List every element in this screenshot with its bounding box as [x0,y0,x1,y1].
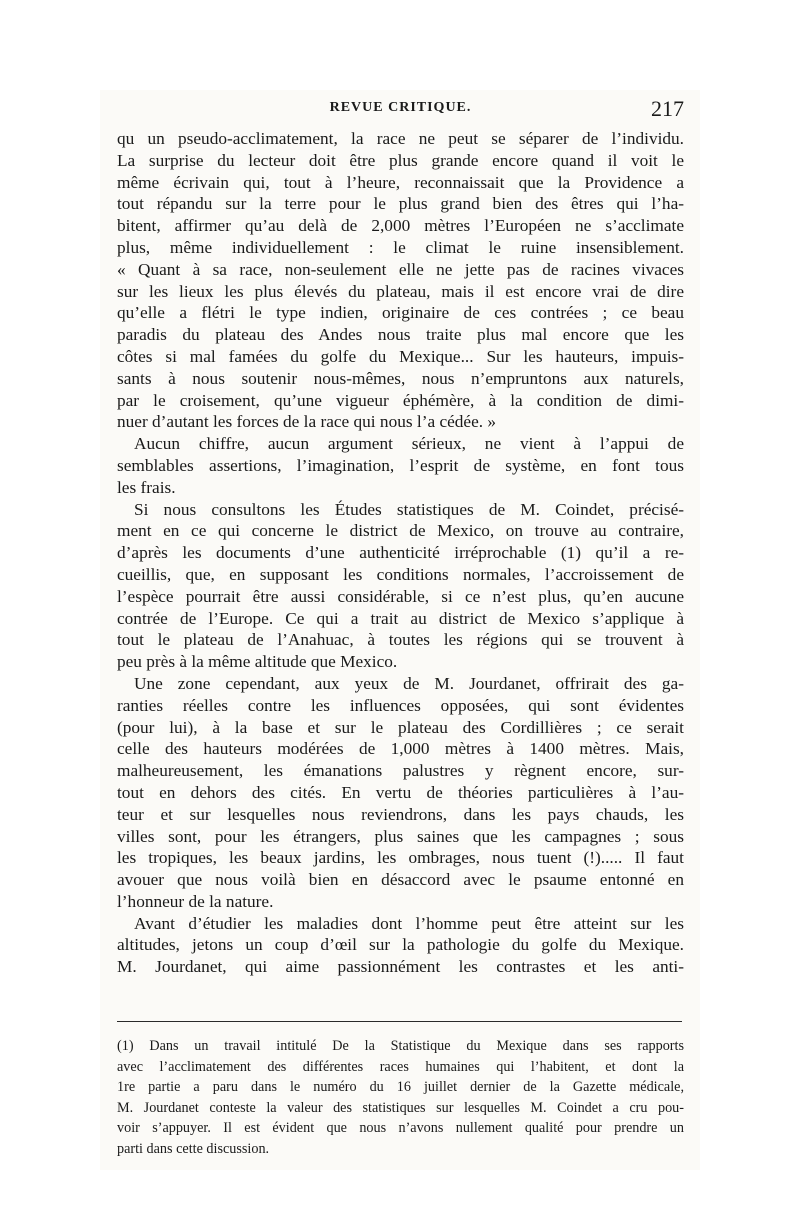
text-line: semblables assertions, l’imagination, l’esprit de système, en font tous [117,455,684,475]
text-line: tout répandu sur la terre pour le plus grand bien des êtres qui l’ha- [117,194,684,214]
text-line: Aucun chiffre, aucun argument sérieux, ne vient à l’appui de [134,434,684,454]
text-line: malheureusement, les émanations palustres y règnent encore, sur- [117,761,684,781]
text-line: même écrivain qui, tout à l’heure, reconnaissait que la Providence a [117,172,684,192]
text-line: tout le plateau de l’Anahuac, à toutes les régions qui se trouvent à [117,630,684,650]
footnote-line: M. Jourdanet conteste la valeur des statistiques sur lesquelles M. Coindet a cru pou- [117,1099,684,1116]
text-line: sants à nous soutenir nous-mêmes, nous n’empruntons aux naturels, [117,368,684,388]
text-line: Si nous consultons les Études statistiques de M. Coindet, précisé- [134,499,684,519]
text-line: qu un pseudo-acclimatement, la race ne peut se séparer de l’individu. [117,129,684,148]
text-line: tout en dehors des cités. En vertu de théories particulières à l’au- [117,782,684,802]
footnote-rule [117,1021,682,1022]
footnote-line: parti dans cette discussion. [117,1140,270,1157]
text-line: peu près à la même altitude que Mexico. [117,652,398,672]
text-line: d’après les documents d’une authenticité irréprochable (1) qu’il a re- [117,543,684,563]
text-line: contrée de l’Europe. Ce qui a trait au district de Mexico s’applique à [117,608,684,628]
text-line: avouer que nous voilà bien en désaccord avec le psaume entonné en [117,870,684,890]
running-head: REVUE CRITIQUE. [329,100,472,115]
footnote-line: (1) Dans un travail intitulé De la Statistique du Mexique dans ses rapports [117,1038,684,1054]
text-line: l’espèce pourrait être aussi considérable, si ce n’est plus, qu’en aucune [117,586,684,606]
text-line: qu’elle a flétri le type indien, originaire de ces contrées ; ce beau [117,303,684,323]
text-line: (pour lui), à la base et sur le plateau des Cordillières ; ce serait [117,717,684,737]
text-line: altitudes, jetons un coup d’œil sur la pathologie du golfe du Mexique. [117,935,684,955]
page-header [117,98,684,124]
text-line: bitent, affirmer qu’au delà de 2,000 mètres l’Européen ne s’acclimate [117,216,684,236]
text-line: plus, même individuellement : le climat le ruine insensiblement. [117,237,684,257]
text-line: teur et sur lesquelles nous reviendrons, dans les pays chauds, les [117,804,684,824]
text-line: par le croisement, qu’une vigueur éphémère, à la condition de dimi- [117,390,684,410]
text-line: nuer d’autant les forces de la race qui nous l’a cédée. » [117,412,497,432]
text-line: les frais. [117,477,176,497]
body-text [117,128,684,978]
text-line: sur les lieux les plus élevés du plateau, mais il est encore vrai de dire [117,281,684,301]
text-line: les tropiques, les beaux jardins, les ombrages, nous tuent (!)..... Il faut [117,848,684,868]
footnote-line: avec l’acclimatement des différentes races humaines qui l’habitent, et dont la [117,1058,684,1075]
footnote-line: voir s’appuyer. Il est évident que nous n’avons nullement qualité pour prendre un [117,1120,684,1136]
text-line: villes sont, pour les étrangers, plus saines que les campagnes ; sous [117,826,684,846]
text-line: ranties réelles contre les influences opposées, qui sont évidentes [117,695,684,715]
text-line: Avant d’étudier les maladies dont l’homme peut être atteint sur les [134,913,684,933]
footnote-line: 1re partie a paru dans le numéro du 16 juillet dernier de la Gazette médicale, [117,1079,684,1095]
text-line: cueillis, que, en supposant les conditions normales, l’accroissement de [117,564,684,584]
text-line: M. Jourdanet, qui aime passionnément les contrastes et les anti- [117,957,684,977]
text-line: côtes si mal famées du golfe du Mexique... Sur les hauteurs, impuis- [117,346,684,366]
footnote [117,1036,684,1159]
text-line: ment en ce qui concerne le district de Mexico, on trouve au contraire, [117,521,684,541]
text-line: l’honneur de la nature. [117,891,274,911]
text-line: celle des hauteurs modérées de 1,000 mètres à 1400 mètres. Mais, [117,739,684,759]
page-number: 217 [651,96,684,121]
text-line: « Quant à sa race, non-seulement elle ne jette pas de racines vivaces [117,259,684,279]
text-line: Une zone cependant, aux yeux de M. Jourdanet, offrirait des ga- [134,673,684,693]
text-line: paradis du plateau des Andes nous traite plus mal encore que les [117,325,684,345]
text-line: La surprise du lecteur doit être plus grande encore quand il voit le [117,150,684,170]
